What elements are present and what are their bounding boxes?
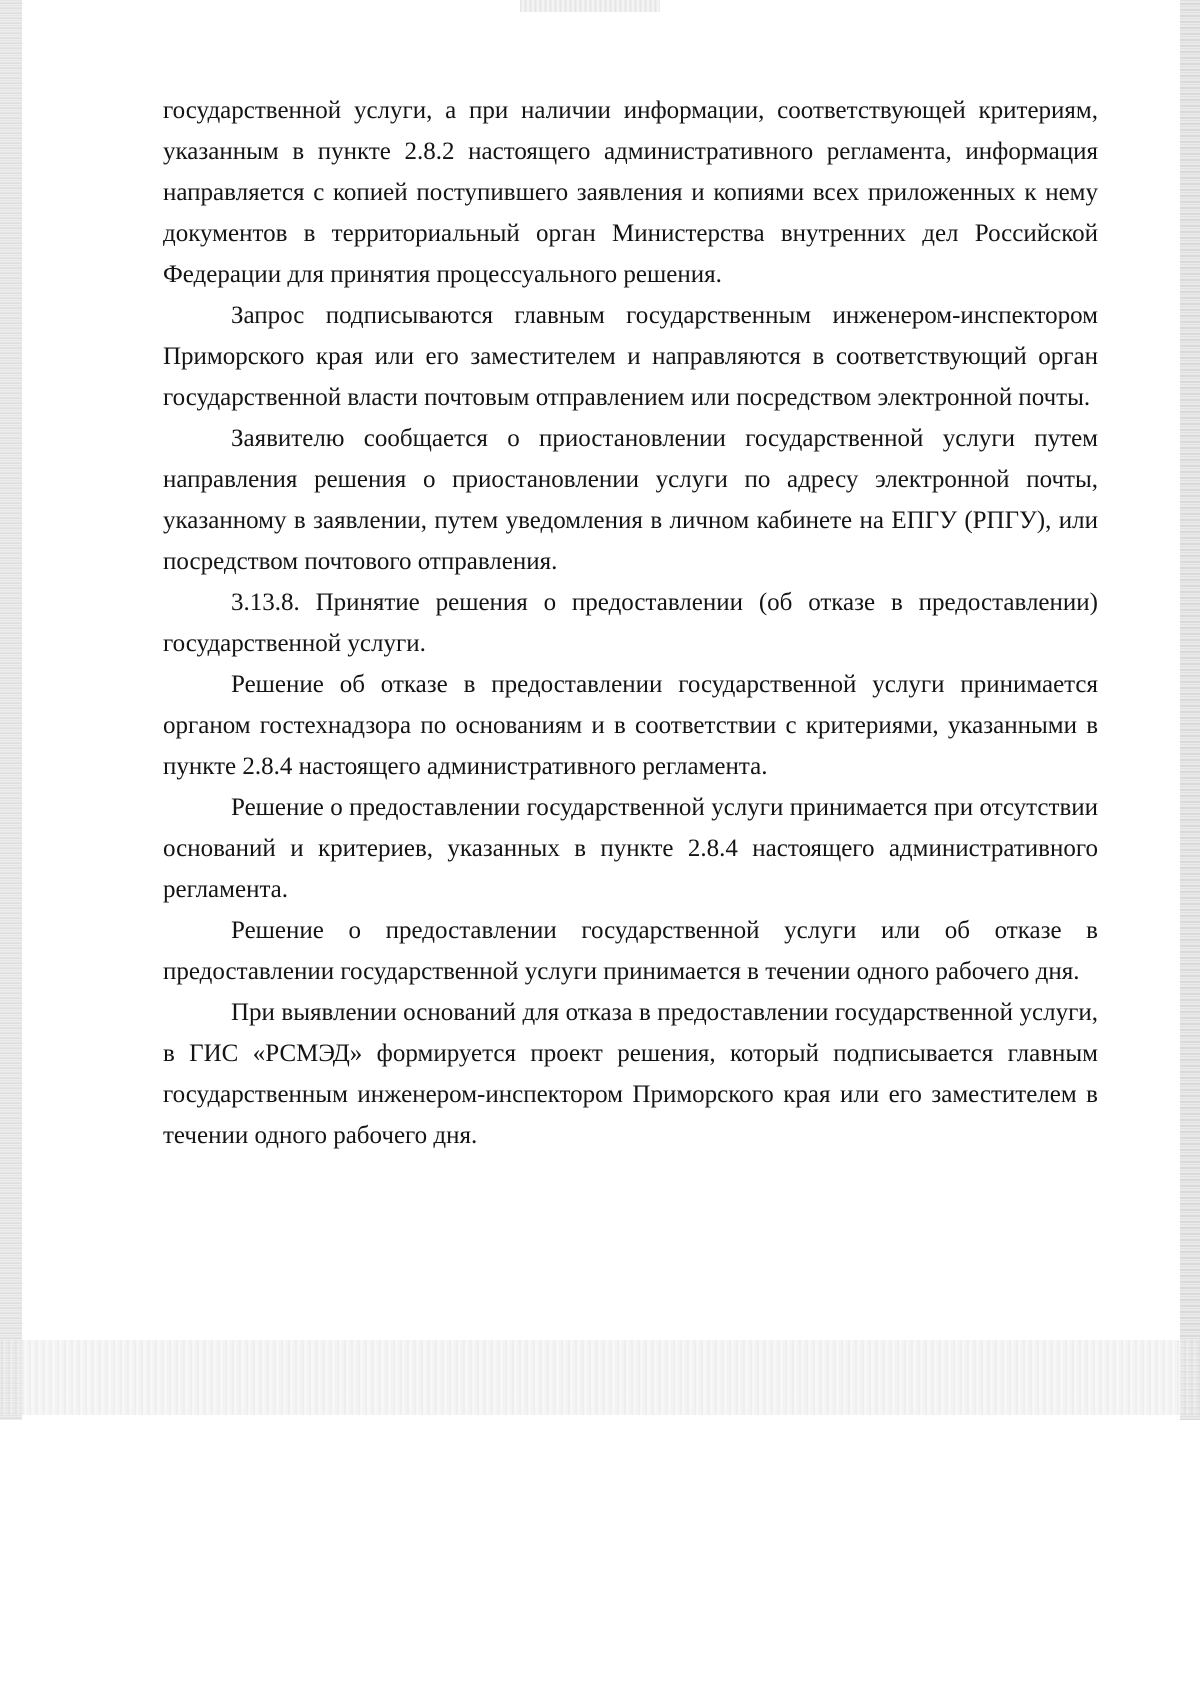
scan-artifact-top [520, 0, 660, 12]
section-heading-3-13-8: 3.13.8. Принятие решения о предоставлении (об отказе в предоставлении) государственной услуги. [163, 589, 1098, 657]
scan-edge-left [0, 0, 22, 1420]
paragraph-decision-timing: Решение о предоставлении государственной услуги или об отказе в предоставлении государственной услуги принимается в течении одного рабочего дня. [163, 917, 1098, 985]
paragraph-refusal-decision: Решение об отказе в предоставлении государственной услуги принимается органом гостехнадзора по основаниям и в соответствии с критериями, указанными в пункте 2.8.4 настоящего административного регламента. [163, 671, 1098, 780]
document-body [163, 90, 1098, 1156]
paragraph-grant-decision: Решение о предоставлении государственной услуги принимается при отсутствии оснований и критериев, указанных в пункте 2.8.4 настоящего административного регламента. [163, 794, 1098, 903]
paragraph-refusal-draft: При выявлении оснований для отказа в предоставлении государственной услуги, в ГИС «РСМЭД» формируется проект решения, который подписывается главным государственным инженером-инспектором Приморского края или его заместителем в течении одного рабочего дня. [163, 999, 1098, 1149]
scan-artifact-band [0, 1340, 1200, 1415]
paragraph-request: Запрос подписываются главным государственным инженером-инспектором Приморского края или его заместителем и направляются в соответствующий орган государственной власти почтовым отправлением или посредством электронной почты. [163, 302, 1098, 411]
paragraph-continuation: государственной услуги, а при наличии информации, соответствующей критериям, указанным в пункте 2.8.2 настоящего административного регламента, информация направляется с копией поступившего заявления и копиями всех приложенных к нему документов в территориальный орган Министерства внутренних дел Российской Федерации для принятия процессуального решения. [163, 97, 1098, 288]
paragraph-applicant-notice: Заявителю сообщается о приостановлении государственной услуги путем направления решения о приостановлении услуги по адресу электронной почты, указанному в заявлении, путем уведомления в личном кабинете на ЕПГУ (РПГУ), или посредством почтового отправления. [163, 425, 1098, 575]
scan-edge-right [1180, 0, 1200, 1420]
